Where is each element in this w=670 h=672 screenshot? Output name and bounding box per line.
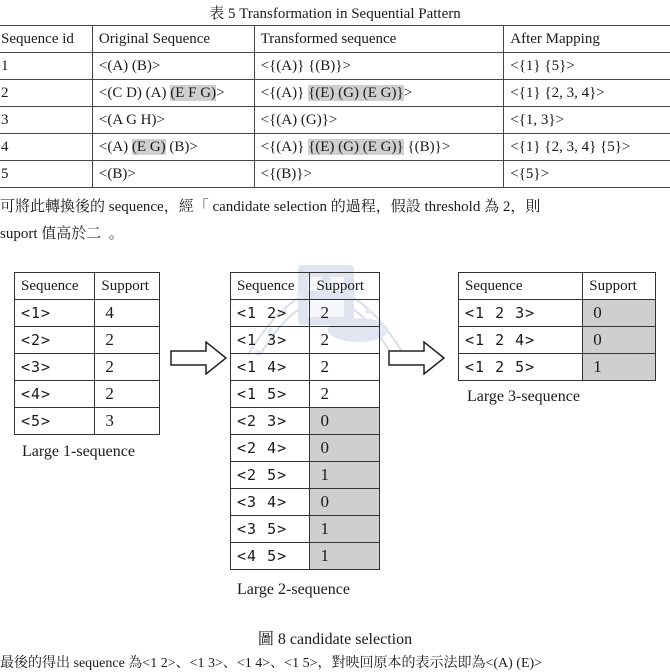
cell-text: <(A) (B)> [98, 57, 161, 74]
cell-support: 0 [310, 408, 380, 435]
figure-caption-text: 8 candidate selection [277, 631, 413, 648]
table-row [231, 516, 380, 543]
cell-sequence: <1 3> [231, 327, 310, 354]
bottom-text-line: 最後的得出 sequence 為<1 2>、<1 3>、<1 4>、<1 5>，對映回原本的表示法即為<(A) (E)> [0, 656, 543, 671]
table-row [231, 354, 380, 381]
cell-text: (B)> [165, 138, 198, 155]
transformation-table [0, 25, 670, 188]
cell-transformed [254, 107, 504, 134]
table-row [0, 53, 670, 80]
right-arrow-icon [170, 341, 228, 375]
table-row [231, 327, 380, 354]
cell-support: 1 [310, 543, 380, 570]
table-row [0, 134, 670, 161]
cell-sequence: <1 2 3> [459, 300, 583, 327]
cell-sequence: <3> [15, 354, 95, 381]
cell-text: <{(A) (G)}> [260, 111, 338, 128]
cell-sequence: <1 2> [231, 300, 310, 327]
cell-text: > [403, 84, 413, 101]
cell-original [92, 107, 254, 134]
table-caption-prefix: 表 [209, 4, 225, 22]
cell-support: 2 [95, 354, 160, 381]
table-row [15, 300, 160, 327]
header-support: Support [95, 273, 160, 300]
table-caption [0, 2, 670, 23]
highlighted-text: {(E) (G) (E G)} [308, 84, 404, 101]
cell-id: 3 [0, 107, 92, 134]
cell-sequence: <1> [15, 300, 95, 327]
right-arrow-icon [388, 341, 446, 375]
table-row [15, 327, 160, 354]
large-1-sequence-table [14, 272, 160, 435]
cell-text: <(A) [98, 138, 132, 155]
cell-support: 2 [95, 381, 160, 408]
paragraph-text: 經「 candidate selection 的過程，假設 threshold 為 2，則 [178, 199, 541, 215]
cell-support: 2 [310, 354, 380, 381]
table-caption-text: 5 Transformation in Sequential Pattern [228, 6, 461, 22]
cell-support: 3 [95, 408, 160, 435]
cell-sequence: <4> [15, 381, 95, 408]
large-3-sequence-table [458, 272, 656, 381]
table-row [231, 543, 380, 570]
paragraph-text: suport 值高於二 [0, 226, 102, 242]
cell-support: 2 [310, 300, 380, 327]
table-row [15, 408, 160, 435]
table-header-row [15, 273, 160, 300]
large-2-sequence-table [230, 272, 380, 570]
cell-sequence: <5> [15, 408, 95, 435]
cell-support: 0 [310, 435, 380, 462]
paragraph-text: 可將此轉換後的 sequence， [0, 199, 179, 215]
cell-text: <(C D) (A) [98, 84, 171, 101]
header-sequence: Sequence [15, 273, 95, 300]
cell-sequence: <4 5> [231, 543, 310, 570]
cell-support: 1 [310, 462, 380, 489]
header-after-mapping: After Mapping [504, 26, 670, 53]
table-row [231, 300, 380, 327]
cell-support: 4 [95, 300, 160, 327]
header-original-sequence: Original Sequence [92, 26, 254, 53]
header-support: Support [310, 273, 380, 300]
cell-mapping: <{1} {2, 3, 4}> [504, 80, 670, 107]
cell-text: > [216, 84, 225, 101]
highlighted-text: (E F G) [170, 84, 217, 101]
cell-sequence: <2 5> [231, 462, 310, 489]
table-row [231, 408, 380, 435]
cell-original [92, 80, 254, 107]
cell-text: <{(A)} {(B)}> [260, 57, 351, 74]
header-sequence: Sequence [459, 273, 583, 300]
cell-support: 0 [583, 327, 656, 354]
table-header-row [459, 273, 656, 300]
highlighted-text: {(E) (G) (E G)} [308, 138, 404, 155]
figure-caption [0, 626, 670, 649]
large-1-sequence-label: Large 1-sequence [22, 443, 135, 460]
cell-text: <{(A)} [260, 138, 309, 155]
cell-text: <(A G H)> [98, 111, 165, 128]
cell-text: <{(B)}> [260, 165, 312, 182]
cell-text: <(B)> [98, 165, 136, 182]
cell-support: 2 [310, 327, 380, 354]
table-header-row [231, 273, 380, 300]
cell-id: 2 [0, 80, 92, 107]
table-header-row [0, 26, 670, 53]
header-transformed-sequence: Transformed sequence [254, 26, 504, 53]
paragraph-text: 。 [108, 226, 124, 242]
table-row [231, 489, 380, 516]
table-row [15, 381, 160, 408]
header-sequence-id: Sequence id [0, 26, 92, 53]
cell-text: <{(A)} [260, 84, 309, 101]
table-row [231, 435, 380, 462]
cell-sequence: <3 4> [231, 489, 310, 516]
cell-transformed [254, 80, 504, 107]
cell-support: 1 [583, 354, 656, 381]
cell-sequence: <1 2 4> [459, 327, 583, 354]
cell-original [92, 161, 254, 188]
cell-sequence: <1 4> [231, 354, 310, 381]
cell-original [92, 134, 254, 161]
large-3-sequence-label: Large 3-sequence [467, 388, 580, 405]
table-row [15, 354, 160, 381]
cell-mapping: <{5}> [504, 161, 670, 188]
cell-text: {(B)}> [403, 138, 451, 155]
cell-original [92, 53, 254, 80]
header-sequence: Sequence [231, 273, 310, 300]
figure-caption-prefix: 圖 [257, 631, 274, 648]
cell-sequence: <2 4> [231, 435, 310, 462]
header-support: Support [583, 273, 656, 300]
table-row [231, 462, 380, 489]
cell-support: 0 [583, 300, 656, 327]
cell-mapping: <{1, 3}> [504, 107, 670, 134]
cell-id: 4 [0, 134, 92, 161]
cell-sequence: <2> [15, 327, 95, 354]
table-row [0, 107, 670, 134]
table-row [0, 80, 670, 107]
cell-sequence: <1 5> [231, 381, 310, 408]
table-row [459, 327, 656, 354]
cell-mapping: <{1} {2, 3, 4} {5}> [504, 134, 670, 161]
cell-support: 2 [310, 381, 380, 408]
cell-support: 2 [95, 327, 160, 354]
cell-sequence: <3 5> [231, 516, 310, 543]
cell-id: 5 [0, 161, 92, 188]
cell-transformed [254, 53, 504, 80]
cell-id: 1 [0, 53, 92, 80]
cell-transformed [254, 134, 504, 161]
cell-sequence: <1 2 5> [459, 354, 583, 381]
cell-support: 1 [310, 516, 380, 543]
table-row [231, 381, 380, 408]
cell-mapping: <{1} {5}> [504, 53, 670, 80]
table-row [0, 161, 670, 188]
cell-support: 0 [310, 489, 380, 516]
highlighted-text: (E G) [131, 138, 166, 155]
table-row [459, 300, 656, 327]
cell-transformed [254, 161, 504, 188]
table-row [459, 354, 656, 381]
cell-sequence: <2 3> [231, 408, 310, 435]
large-2-sequence-label: Large 2-sequence [237, 581, 350, 598]
paragraph-line-1 [0, 194, 670, 221]
